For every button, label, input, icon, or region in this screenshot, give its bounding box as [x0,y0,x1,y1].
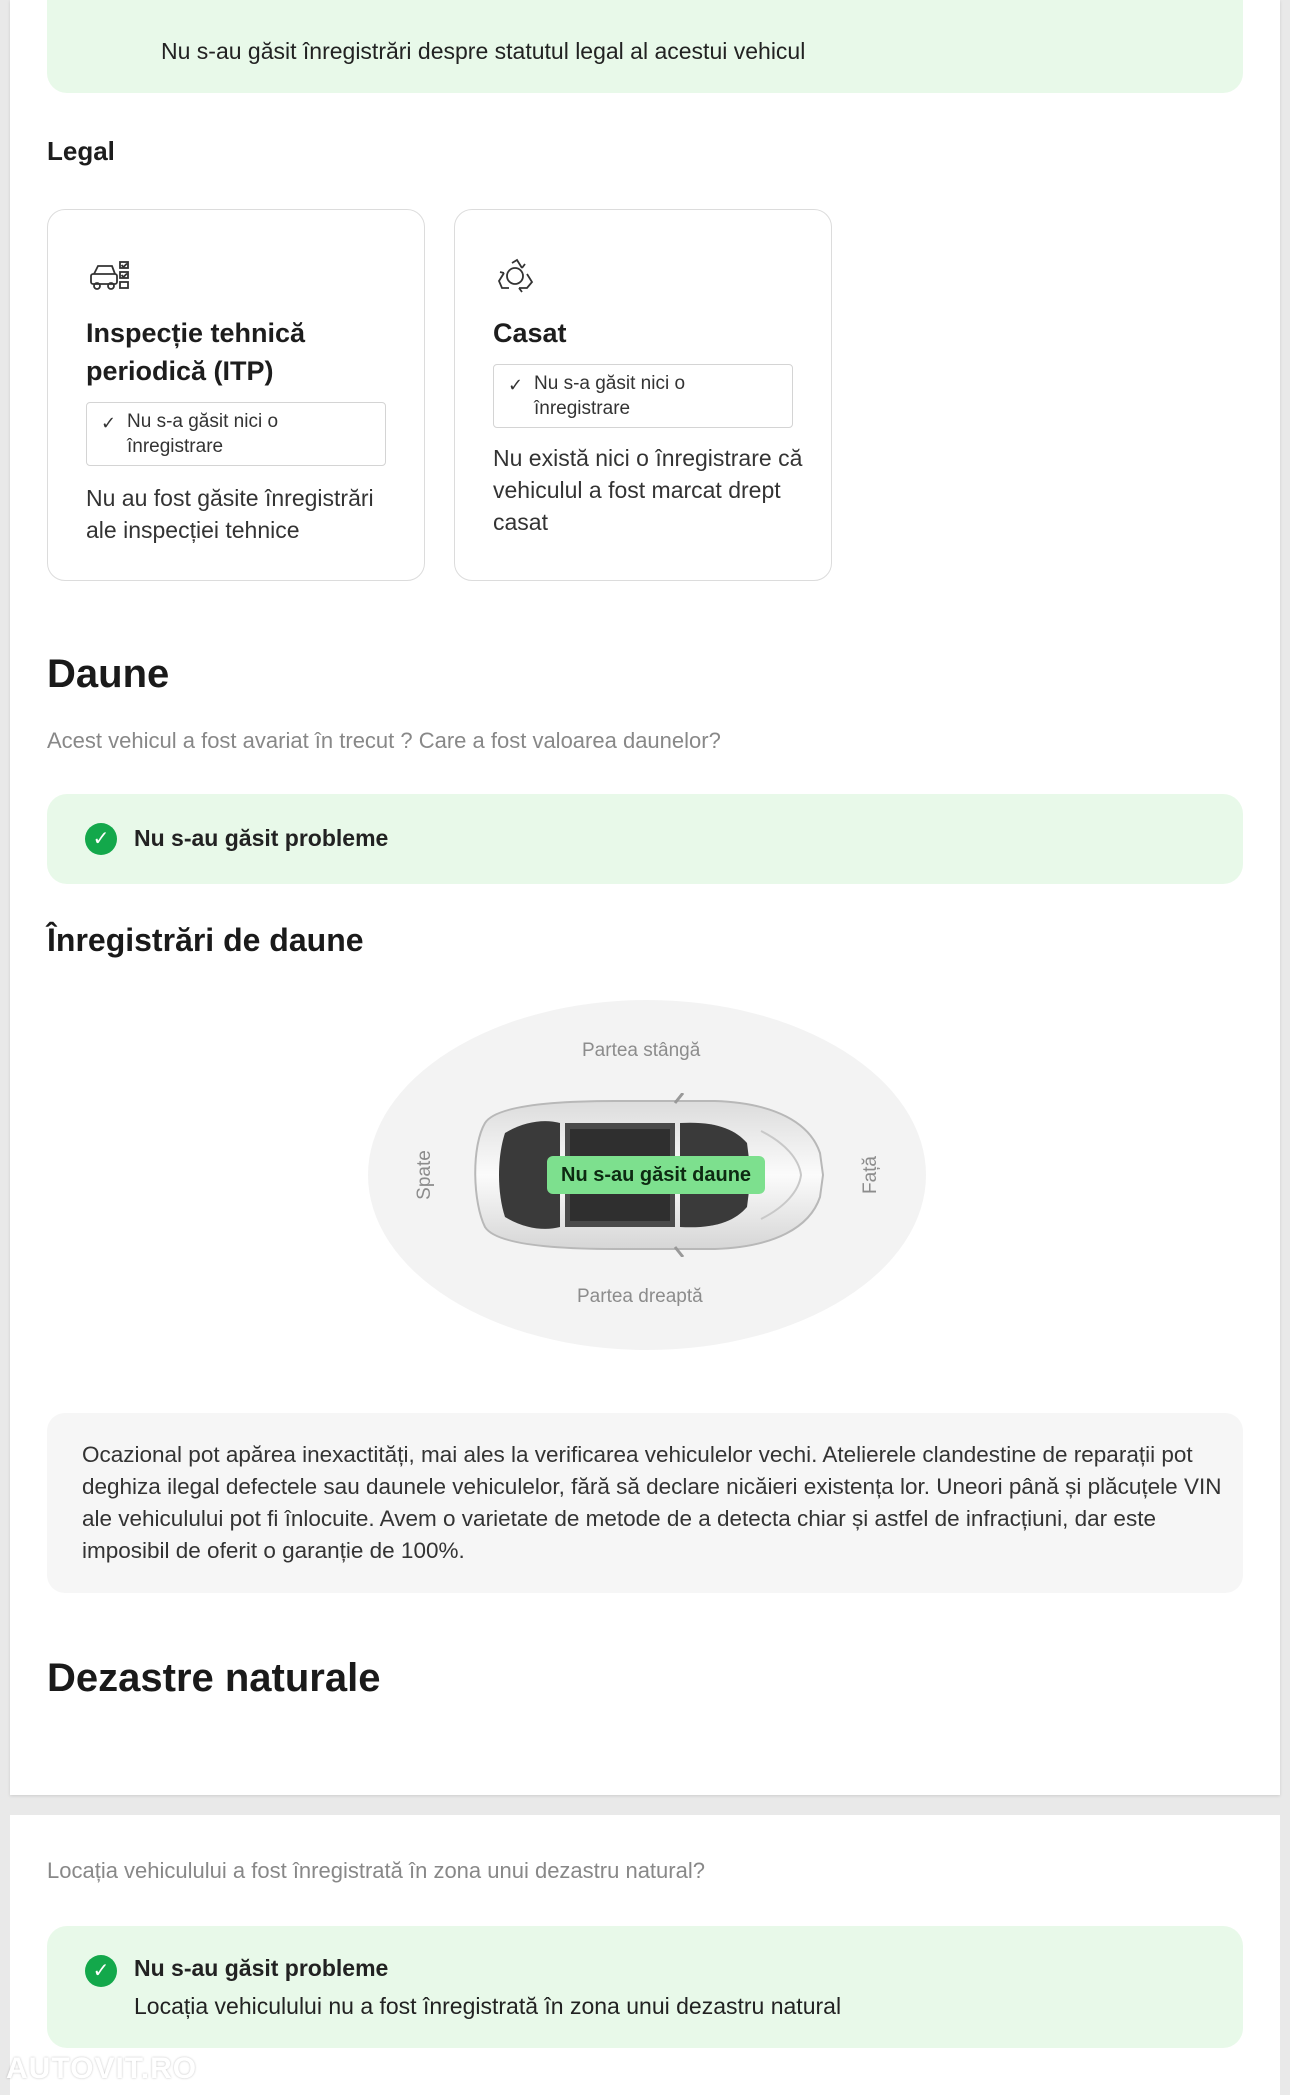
front-label: Față [860,1155,882,1195]
natural-disasters-question: Locația vehiculului a fost înregistrată în zona unui dezastru natural? [47,1858,705,1883]
watermark-logo: AUTOVIT.RO [6,2052,198,2085]
disclaimer-box [47,1413,1243,1593]
no-damage-badge: Nu s-au găsit daune [547,1156,765,1194]
natural-disasters-panel [10,1815,1280,2095]
recycle-icon [495,258,539,296]
check-circle-icon: ✓ [85,823,117,855]
natural-disasters-status-text: Nu s-au găsit probleme [134,1955,389,1981]
damage-section-title: Daune [47,652,170,696]
report-panel [10,0,1280,1795]
itp-card-description: Nu au fost găsite înregistrări ale inspecției tehnice [86,485,374,543]
itp-status-chip [86,402,386,466]
natural-disasters-title: Dezastre naturale [47,1656,381,1700]
scrapped-card [454,209,832,581]
damage-status-box [47,794,1243,884]
inspection-checklist-icon [88,258,132,296]
check-circle-icon: ✓ [85,1955,117,1987]
damage-status-text: Nu s-au găsit probleme [134,825,389,851]
scrapped-card-description: Nu există nici o înregistrare că vehiculul a fost marcat drept casat [493,445,803,535]
legal-section-title: Legal [47,136,115,166]
scrapped-chip-text: Nu s-a găsit nici o înregistrare [534,373,686,419]
scrapped-status-chip [493,364,793,428]
itp-card [47,209,425,581]
itp-card-title: Inspecție tehnică periodică (ITP) [86,318,306,386]
damage-records-title: Înregistrări de daune [47,922,364,958]
damage-question: Acest vehicul a fost avariat în trecut ? Care a fost valoarea daunelor? [47,728,721,753]
rear-label: Spate [413,1150,435,1200]
right-side-label: Partea dreaptă [577,1286,703,1307]
left-side-label: Partea stângă [582,1040,701,1061]
natural-disasters-status-box [47,1926,1243,2048]
natural-disasters-detail: Locația vehiculului nu a fost înregistrată în zona unui dezastru natural [134,1993,842,2019]
scrapped-card-title: Casat [493,318,567,348]
disclaimer-text: Ocazional pot apărea inexactități, mai ales la verificarea vehiculelor vechi. Atelierele clandestine de reparații pot deghiza ilegal defectele sau daunele vehiculelor, fără să declare nicăieri existența lor. Uneori până și plăcuțele VIN ale vehiculului pot fi înlocuite. Avem o varietate de metode de a detecta chiar și astfel de infracțiuni, dar este imposibil de oferit o garanție de 100%. [82,1442,1222,1563]
legal-status-text: Nu s-au găsit înregistrări despre statutul legal al acestui vehicul [161,38,806,64]
check-icon: ✓ [101,413,117,433]
itp-chip-text: Nu s-a găsit nici o înregistrare [127,411,279,457]
legal-status-banner [47,0,1243,93]
check-icon: ✓ [508,375,524,395]
